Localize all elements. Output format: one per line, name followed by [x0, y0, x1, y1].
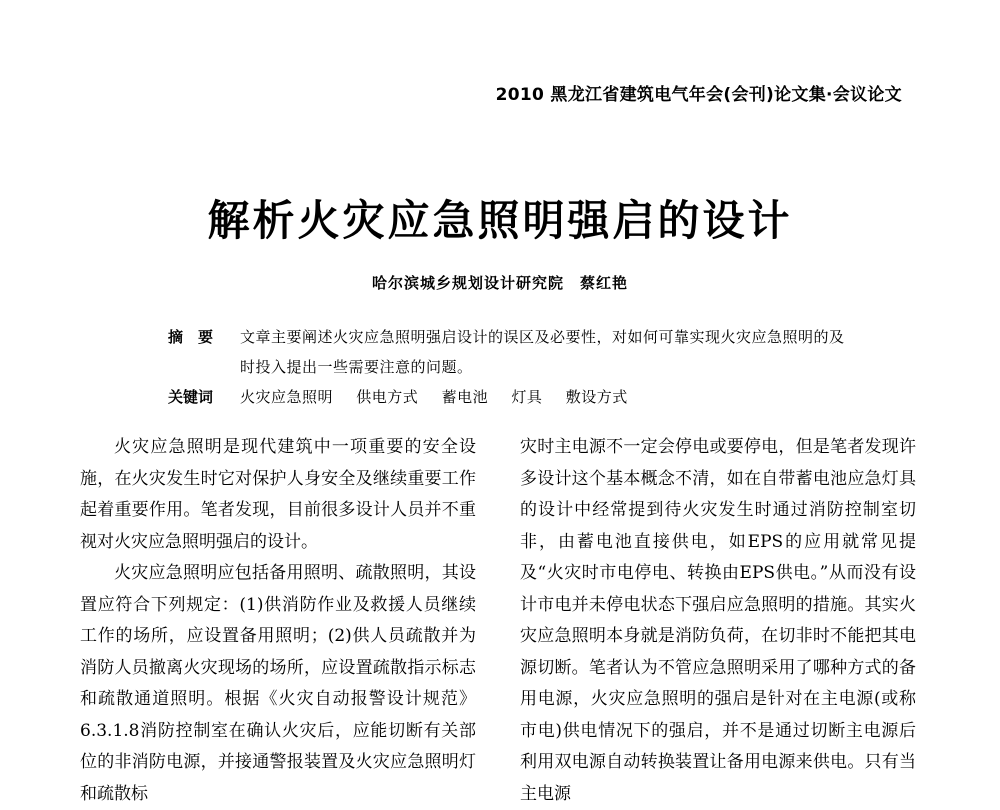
- keyword: 供电方式: [356, 388, 419, 406]
- body-column-right: [520, 432, 916, 810]
- article-title: 解析火灾应急照明强启的设计: [207, 196, 793, 245]
- body-column-left: [80, 432, 476, 810]
- affiliation: 哈尔滨城乡规划设计研究院: [371, 274, 564, 292]
- abstract-label: 摘 要: [168, 328, 214, 346]
- keyword: 敷设方式: [565, 388, 628, 406]
- keyword: 蓄电池: [441, 388, 489, 406]
- body-paragraph: 火灾应急照明是现代建筑中一项重要的安全设施，在火灾发生时它对保护人身安全及继续重要工作起着重要作用。笔者发现，目前很多设计人员并不重视对火灾应急照明强启的设计。: [80, 437, 476, 552]
- author-name: 蔡红艳: [580, 274, 629, 292]
- keywords-label: 关键词: [168, 388, 214, 406]
- keywords-list: [240, 382, 848, 412]
- abstract-text: 文章主要阐述火灾应急照明强启设计的误区及必要性，对如何可靠实现火灾应急照明的及时投入提出一些需要注意的问题。: [240, 328, 845, 376]
- author-line: [0, 272, 1000, 293]
- body-paragraph: 火灾应急照明应包括备用照明、疏散照明，其设置应符合下列规定：(1)供消防作业及救援人员继续工作的场所，应设置备用照明；(2)供人员疏散并为消防人员撤离火灾现场的场所，应设置疏散指示标志和疏散通道照明。根据《火灾自动报警设计规范》6.3.1.8消防控制室在确认火灾后，应能切断有关部位的非消防电源，并接通警报装置及火灾应急照明灯和疏散标: [80, 563, 476, 804]
- abstract-row: [168, 322, 848, 382]
- keywords-row: [168, 382, 848, 412]
- body-paragraph: 灾时主电源不一定会停电或要停电，但是笔者发现许多设计这个基本概念不清，如在自带蓄电池应急灯具的设计中经常提到待火灾发生时通过消防控制室切非，由蓄电池直接供电，如EPS的应用就常见提及“火灾时市电停电、转换由EPS供电。”从而没有设计市电并未停电状态下强启应急照明的措施。其实火灾应急照明本身就是消防负荷，在切非时不能把其电源切断。笔者认为不管应急照明采用了哪种方式的备用电源，火灾应急照明的强启是针对在主电源(或称市电)供电情况下的强启，并不是通过切断主电源后利用双电源自动转换装置让备用电源来供电。只有当主电源: [520, 437, 916, 804]
- abstract-block: [168, 322, 848, 412]
- keyword: 灯具: [511, 388, 543, 406]
- running-header: 2010 黑龙江省建筑电气年会(会刊)论文集·会议论文: [495, 85, 902, 105]
- keyword: 火灾应急照明: [240, 388, 334, 406]
